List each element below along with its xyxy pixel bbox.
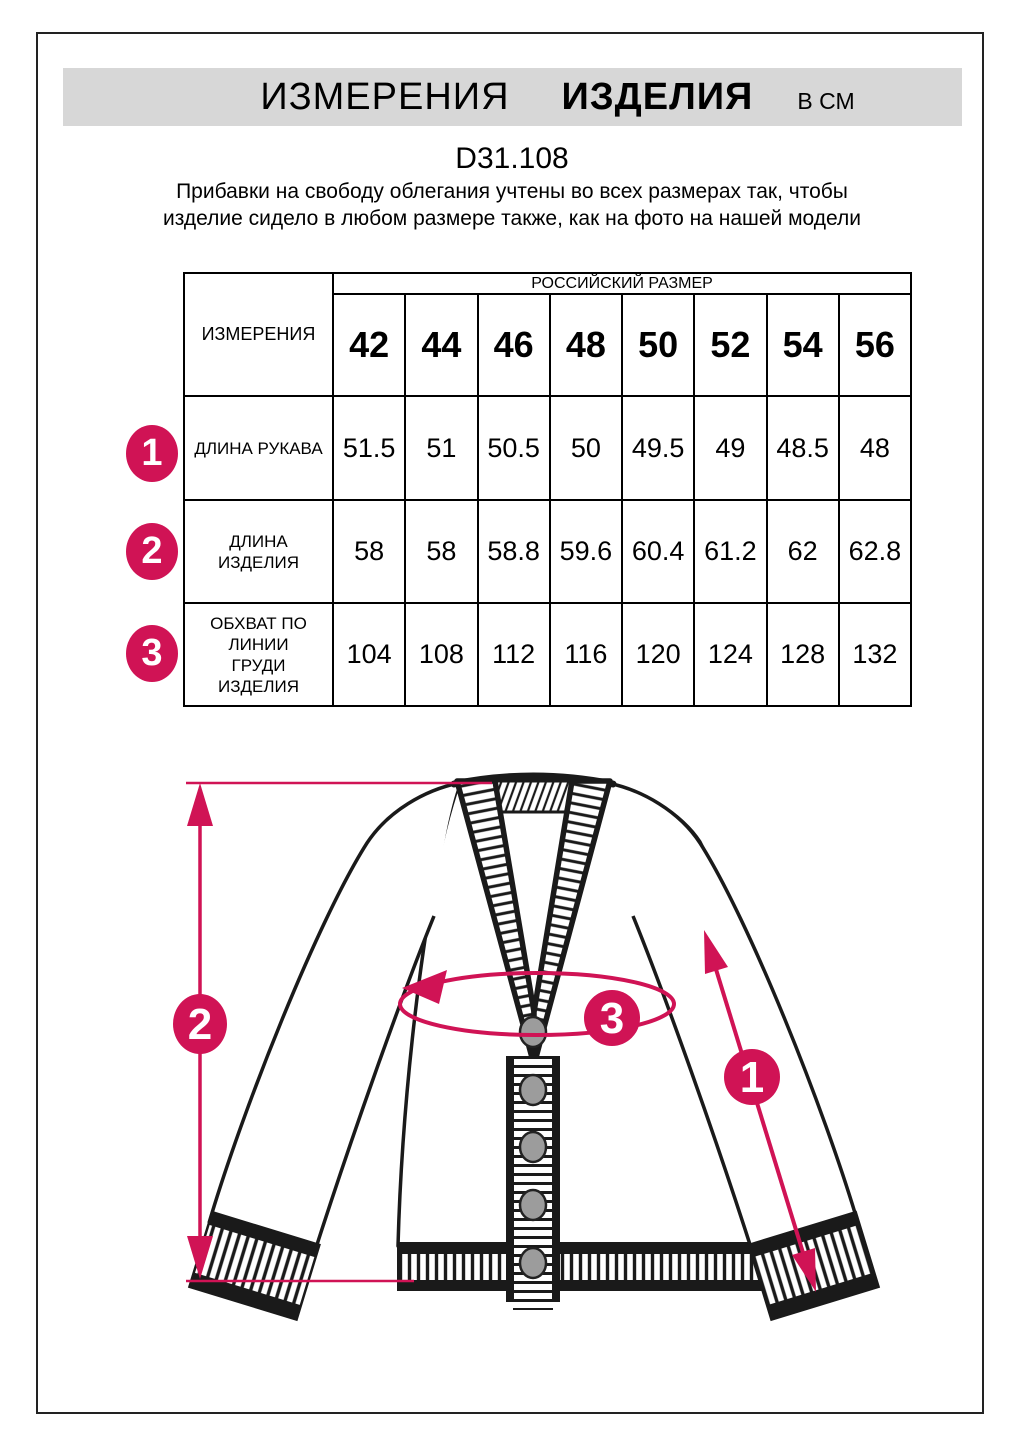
svg-text:3: 3: [599, 994, 625, 1043]
table-cell: 51.5: [333, 396, 405, 500]
button: [520, 1132, 546, 1162]
size-col: 54: [767, 294, 839, 396]
table-cell: 49.5: [622, 396, 694, 500]
svg-text:1: 1: [739, 1053, 765, 1102]
row-badge-3: 3: [126, 625, 178, 682]
button: [520, 1248, 546, 1278]
size-col: 56: [839, 294, 911, 396]
row-badge-1: 1: [126, 425, 178, 482]
button: [520, 1017, 546, 1047]
arrowhead-up: [187, 783, 213, 826]
table-cell: 58: [405, 500, 477, 603]
table-cell: 128: [767, 603, 839, 706]
marker-1: [724, 1049, 780, 1105]
table-cell: 116: [550, 603, 622, 706]
model-code: D31.108: [455, 142, 569, 175]
table-cell: 48.5: [767, 396, 839, 500]
table-cell: 62.8: [839, 500, 911, 603]
table-cell: 112: [478, 603, 550, 706]
button: [520, 1075, 546, 1105]
table-cell: 58: [333, 500, 405, 603]
table-cell: 124: [694, 603, 766, 706]
marker-3: [584, 990, 640, 1046]
table-cell: 59.6: [550, 500, 622, 603]
table-cell: 49: [694, 396, 766, 500]
size-col: 52: [694, 294, 766, 396]
table-cell: 50.5: [478, 396, 550, 500]
table-cell: 120: [622, 603, 694, 706]
size-col: 50: [622, 294, 694, 396]
size-col: 42: [333, 294, 405, 396]
table-cell: 60.4: [622, 500, 694, 603]
table-cell: 132: [839, 603, 911, 706]
table-cell: 58.8: [478, 500, 550, 603]
title-product: ИЗДЕЛИЯ: [561, 75, 754, 118]
button: [520, 1190, 546, 1220]
table-cell: 61.2: [694, 500, 766, 603]
table-cell: 48: [839, 396, 911, 500]
button-placket: [506, 1017, 560, 1310]
russian-size-header: РОССИЙСКИЙ РАЗМЕР: [333, 273, 911, 294]
row-label-garment-length: ДЛИНА ИЗДЕЛИЯ: [184, 500, 333, 603]
table-cell: 50: [550, 396, 622, 500]
svg-text:2: 2: [187, 1000, 213, 1049]
table-cell: 51: [405, 396, 477, 500]
title-measurements: ИЗМЕРЕНИЯ: [260, 75, 510, 118]
row-label-sleeve-length: ДЛИНА РУКАВА: [184, 396, 333, 500]
size-col: 44: [405, 294, 477, 396]
hem-band-left: [398, 1243, 509, 1290]
size-col: 48: [550, 294, 622, 396]
fit-note: Прибавки на свободу облегания учтены во всех размерах так, чтобы изделие сидело в любом размере также, как на фото на нашей модели: [163, 180, 861, 230]
row-label-chest-girth: ОБХВАТ ПО ЛИНИИ ГРУДИ ИЗДЕЛИЯ: [184, 603, 333, 706]
row-badge-2: 2: [126, 523, 178, 580]
table-cell: 108: [405, 603, 477, 706]
table-cell: 62: [767, 500, 839, 603]
table-cell: 104: [333, 603, 405, 706]
marker-2: [173, 994, 227, 1054]
title-units: В СМ: [797, 87, 855, 114]
size-col: 46: [478, 294, 550, 396]
measurements-column-header: ИЗМЕРЕНИЯ: [184, 273, 333, 396]
